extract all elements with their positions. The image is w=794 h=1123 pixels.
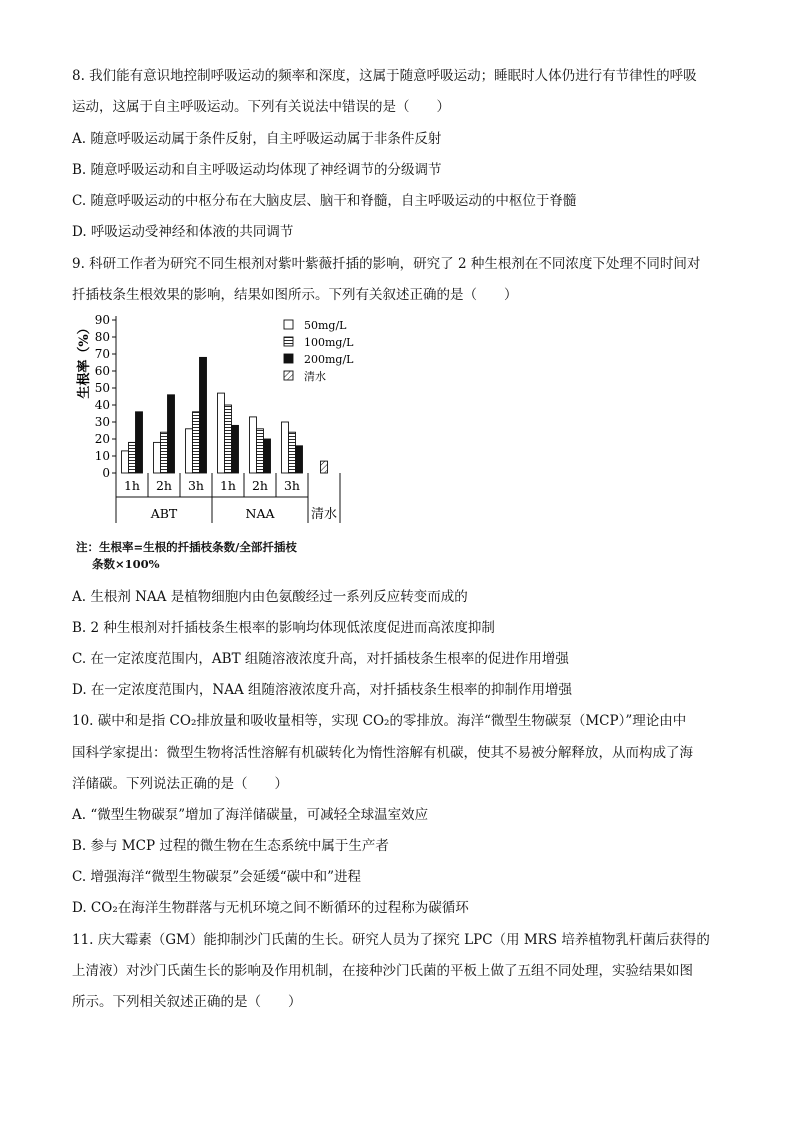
- q8-option-c: C. 随意呼吸运动的中枢分布在大脑皮层、脑干和脊髓，自主呼吸运动的中枢位于脊髓: [72, 193, 577, 209]
- q10-stem-line-2: 国科学家提出：微型生物将活性溶解有机碳转化为惰性溶解有机碳，使其不易被分解释放，从而构成了海: [72, 745, 693, 761]
- legend-label: 100mg/L: [304, 336, 354, 349]
- q11-stem-line-2: 上清液）对沙门氏菌生长的影响及作用机制，在接种沙门氏菌的平板上做了五组不同处理，实验结果如图: [72, 963, 693, 979]
- q8-option-b: B. 随意呼吸运动和自主呼吸运动均体现了神经调节的分级调节: [72, 162, 442, 178]
- x-time-label: 2h: [251, 478, 269, 493]
- bar: [200, 357, 207, 473]
- q10-option-a: A. “微型生物碳泵”增加了海洋储碳量，可减轻全球温室效应: [72, 807, 429, 823]
- bar: [282, 422, 289, 473]
- y-axis-label: 生根率（%）: [77, 321, 92, 399]
- x-time-label: 3h: [283, 478, 301, 493]
- rooting-rate-bar-chart: [72, 312, 372, 532]
- bar: [225, 405, 232, 473]
- chart-note-line-2: 条数×100%: [92, 557, 160, 571]
- bar: [321, 461, 328, 473]
- q11-stem-line-3: 所示。下列相关叙述正确的是（ ）: [72, 994, 302, 1010]
- q8-option-a: A. 随意呼吸运动属于条件反射，自主呼吸运动属于非条件反射: [72, 131, 442, 147]
- bar: [186, 429, 193, 473]
- legend-swatch: [284, 320, 293, 329]
- q8-stem-line-2: 运动，这属于自主呼吸运动。下列有关说法中错误的是（ ）: [72, 99, 450, 115]
- q10-option-b: B. 参与 MCP 过程的微生物在生态系统中属于生产者: [72, 838, 389, 854]
- y-tick-label: 50: [94, 381, 110, 395]
- x-time-label: 3h: [187, 478, 205, 493]
- bar: [264, 439, 271, 473]
- x-time-label: 2h: [155, 478, 173, 493]
- legend-label: 50mg/L: [304, 319, 347, 332]
- y-tick-label: 90: [94, 313, 110, 327]
- q8-option-d: D. 呼吸运动受神经和体液的共同调节: [72, 224, 294, 240]
- y-tick-label: 0: [102, 466, 110, 480]
- q10-stem-line-1: 10. 碳中和是指 CO₂排放量和吸收量相等，实现 CO₂的零排放。海洋“微型生物碳泵（MCP）”理论由中: [72, 713, 687, 729]
- legend-label: 清水: [304, 370, 326, 383]
- bar: [193, 412, 200, 473]
- q9-stem-line-2: 扦插枝条生根效果的影响，结果如图所示。下列有关叙述正确的是（ ）: [72, 287, 518, 303]
- x-time-label: 1h: [123, 478, 141, 493]
- q11-stem-line-1: 11. 庆大霉素（GM）能抑制沙门氏菌的生长。研究人员为了探究 LPC（用 MRS 培养植物乳杆菌后获得的: [72, 932, 710, 948]
- bar: [122, 451, 129, 473]
- bar: [168, 395, 175, 473]
- y-tick-label: 60: [94, 364, 110, 378]
- q10-option-d: D. CO₂在海洋生物群落与无机环境之间不断循环的过程称为碳循环: [72, 900, 469, 916]
- bar: [296, 446, 303, 473]
- x-group-label: NAA: [245, 506, 275, 521]
- chart-note-line-1: 注：生根率=生根的扦插枝条数/全部扦插枝: [76, 540, 297, 554]
- q9-option-a: A. 生根剂 NAA 是植物细胞内由色氨酸经过一系列反应转变而成的: [72, 589, 468, 605]
- legend-swatch: [284, 371, 293, 380]
- q8-stem-line-1: 8. 我们能有意识地控制呼吸运动的频率和深度，这属于随意呼吸运动；睡眠时人体仍进行有节律性的呼吸: [72, 68, 697, 84]
- y-tick-label: 30: [94, 415, 110, 429]
- bar: [161, 432, 168, 473]
- q9-stem-line-1: 9. 科研工作者为研究不同生根剂对紫叶紫薇扦插的影响，研究了 2 种生根剂在不同浓度下处理不同时间对: [72, 256, 701, 272]
- q10-option-c: C. 增强海洋“微型生物碳泵”会延缓“碳中和”进程: [72, 869, 362, 885]
- y-tick-label: 20: [94, 432, 110, 446]
- bar: [232, 425, 239, 473]
- q9-option-d: D. 在一定浓度范围内，NAA 组随溶液浓度升高，对扦插枝条生根率的抑制作用增强: [72, 682, 573, 698]
- y-tick-label: 40: [94, 398, 110, 412]
- y-tick-label: 70: [94, 347, 110, 361]
- x-group-label: ABT: [150, 506, 178, 521]
- bar: [250, 417, 257, 473]
- q9-option-b: B. 2 种生根剂对扦插枝条生根率的影响均体现低浓度促进而高浓度抑制: [72, 620, 495, 636]
- bar: [289, 432, 296, 473]
- legend-swatch: [284, 337, 293, 346]
- legend-label: 200mg/L: [304, 353, 354, 366]
- q10-stem-line-3: 洋储碳。下列说法正确的是（ ）: [72, 776, 288, 792]
- bar: [154, 442, 161, 473]
- x-group-label: 清水: [310, 507, 338, 522]
- bar: [136, 412, 143, 473]
- bar: [129, 442, 136, 473]
- x-time-label: 1h: [219, 478, 237, 493]
- bar: [257, 429, 264, 473]
- bar: [218, 393, 225, 473]
- q9-option-c: C. 在一定浓度范围内，ABT 组随溶液浓度升高，对扦插枝条生根率的促进作用增强: [72, 651, 569, 667]
- legend-swatch: [284, 354, 293, 363]
- y-tick-label: 10: [94, 449, 110, 463]
- y-tick-label: 80: [94, 330, 110, 344]
